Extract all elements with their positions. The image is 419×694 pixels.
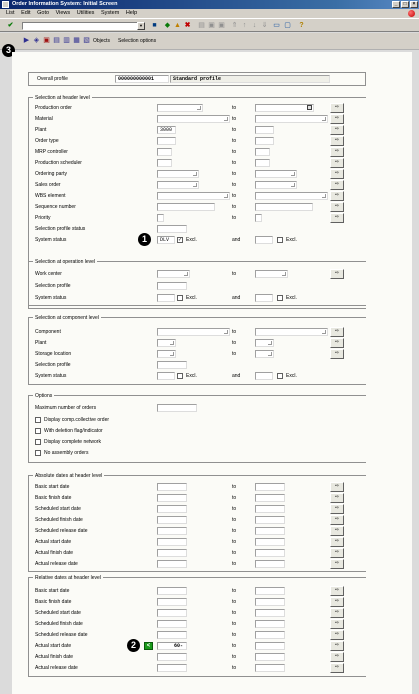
- ordering-party-from[interactable]: [157, 170, 199, 178]
- to-label: to: [232, 561, 237, 567]
- abs-actual-finish-to[interactable]: [255, 549, 285, 557]
- to-label: to: [232, 539, 237, 545]
- absolute-dates-group: [28, 475, 366, 572]
- multiple-selection-button[interactable]: ⇨: [330, 559, 344, 569]
- rel-basic-start-from[interactable]: [157, 587, 187, 595]
- system-status-from[interactable]: DLV: [157, 236, 175, 244]
- wbs-element-label: WBS element: [35, 193, 66, 199]
- op-selection-profile-field[interactable]: [157, 282, 187, 290]
- ordering-party-to[interactable]: [255, 170, 297, 178]
- command-field[interactable]: [22, 22, 145, 30]
- material-to[interactable]: [255, 115, 328, 123]
- multiple-selection-button[interactable]: ⇨: [330, 125, 344, 135]
- to-label: to: [232, 550, 237, 556]
- multiple-selection-button[interactable]: ⇨: [330, 548, 344, 558]
- rel-actual-start-from[interactable]: 60-: [157, 642, 187, 650]
- to-label: to: [232, 484, 237, 490]
- excl-label: Excl.: [186, 373, 197, 379]
- system-status-excl2-checkbox[interactable]: [277, 237, 283, 243]
- sales-order-from[interactable]: [157, 181, 199, 189]
- operation-level-title: Selection at operation level: [35, 259, 96, 265]
- work-center-to[interactable]: [255, 270, 288, 278]
- options-group: [28, 395, 366, 463]
- to-label: to: [232, 351, 237, 357]
- operation-level-group: [28, 261, 366, 306]
- comp-selection-profile-label: Selection profile: [35, 362, 71, 368]
- multiple-selection-button[interactable]: ⇨: [330, 147, 344, 157]
- to-label: to: [232, 171, 237, 177]
- menu-views[interactable]: Views: [55, 10, 71, 16]
- enter-check-icon[interactable]: ✔: [7, 22, 14, 29]
- abs-sched-release-label: Scheduled release date: [35, 528, 88, 534]
- overall-profile-name: Standard profile: [170, 75, 330, 83]
- menu-goto[interactable]: Goto: [37, 10, 50, 16]
- to-label: to: [232, 340, 237, 346]
- multiple-selection-button[interactable]: ⇨: [330, 213, 344, 223]
- component-level-group: [28, 317, 366, 385]
- overall-profile-code[interactable]: 000000000001: [115, 75, 169, 83]
- to-label: to: [232, 160, 237, 166]
- multiple-selection-button[interactable]: ⇨: [330, 597, 344, 607]
- abs-basic-finish-to[interactable]: [255, 494, 285, 502]
- multiple-selection-button[interactable]: ⇨: [330, 169, 344, 179]
- sign-toggle-icon[interactable]: <: [144, 642, 153, 650]
- multiple-selection-button[interactable]: ⇨: [330, 349, 344, 359]
- mrp-controller-to[interactable]: [255, 148, 270, 156]
- find-next-icon[interactable]: ▣: [218, 22, 225, 29]
- multiple-selection-button[interactable]: ⇨: [330, 630, 344, 640]
- find-icon[interactable]: ▣: [208, 22, 215, 29]
- multiple-selection-button[interactable]: ⇨: [330, 537, 344, 547]
- multiple-selection-button[interactable]: ⇨: [330, 515, 344, 525]
- menu-bar: [0, 9, 419, 18]
- app-icon: [2, 1, 9, 8]
- multiple-selection-button[interactable]: ⇨: [330, 641, 344, 651]
- rel-actual-release-label: Actual release date: [35, 665, 78, 671]
- to-label: to: [232, 632, 237, 638]
- wbs-element-to[interactable]: [255, 192, 328, 200]
- rel-sched-start-to[interactable]: [255, 609, 285, 617]
- component-to[interactable]: [255, 328, 328, 336]
- maximize-button[interactable]: □: [401, 1, 409, 8]
- abs-sched-release-to[interactable]: [255, 527, 285, 535]
- abs-basic-start-label: Basic start date: [35, 484, 70, 490]
- and-label: and: [232, 373, 241, 379]
- to-label: to: [232, 495, 237, 501]
- to-label: to: [232, 193, 237, 199]
- to-label: to: [232, 528, 237, 534]
- next-page-icon[interactable]: ↓: [252, 22, 257, 29]
- abs-basic-finish-from[interactable]: [157, 494, 187, 502]
- save-icon[interactable]: ■: [152, 22, 157, 29]
- rel-basic-finish-from[interactable]: [157, 598, 187, 606]
- op-system-status-from[interactable]: [157, 294, 175, 302]
- excl-label: Excl.: [286, 295, 297, 301]
- header-level-title: Selection at header level: [35, 95, 90, 101]
- to-label: to: [232, 329, 237, 335]
- sales-order-label: Sales order: [35, 182, 61, 188]
- ordering-party-label: Ordering party: [35, 171, 67, 177]
- window-title-bar: [0, 0, 419, 9]
- abs-actual-start-label: Actual start date: [35, 539, 72, 545]
- no-assembly-orders-checkbox[interactable]: [35, 450, 41, 456]
- menu-system[interactable]: System: [100, 10, 120, 16]
- objects-button[interactable]: Objects: [93, 38, 110, 44]
- exit-icon[interactable]: ▲: [174, 22, 181, 29]
- abs-actual-start-from[interactable]: [157, 538, 187, 546]
- rel-sched-release-to[interactable]: [255, 631, 285, 639]
- multiple-selection-button[interactable]: ⇨: [330, 180, 344, 190]
- to-label: to: [232, 588, 237, 594]
- comp-excl2-checkbox[interactable]: [277, 373, 283, 379]
- abs-actual-release-from[interactable]: [157, 560, 187, 568]
- command-dropdown-icon[interactable]: ▼: [137, 22, 145, 30]
- to-label: to: [232, 610, 237, 616]
- execute-icon[interactable]: ▶: [23, 37, 30, 44]
- multiple-selection-button[interactable]: ⇨: [330, 136, 344, 146]
- delete-icon[interactable]: ▣: [43, 37, 50, 44]
- abs-sched-finish-label: Scheduled finish date: [35, 517, 83, 523]
- multiple-selection-button[interactable]: ⇨: [330, 586, 344, 596]
- rel-sched-finish-label: Scheduled finish date: [35, 621, 83, 627]
- multiple-selection-button[interactable]: ⇨: [330, 103, 344, 113]
- excl-label: Excl.: [186, 237, 197, 243]
- abs-sched-start-from[interactable]: [157, 505, 187, 513]
- settings-icon[interactable]: ▦: [73, 37, 80, 44]
- multiple-selection-button[interactable]: ⇨: [330, 608, 344, 618]
- sequence-number-label: Sequence number: [35, 204, 76, 210]
- abs-sched-start-label: Scheduled start date: [35, 506, 81, 512]
- objects-icon[interactable]: ▧: [83, 37, 90, 44]
- abs-actual-start-to[interactable]: [255, 538, 285, 546]
- multiple-selection-button[interactable]: ⇨: [330, 327, 344, 337]
- to-label: to: [232, 506, 237, 512]
- storage-location-to[interactable]: [255, 350, 274, 358]
- multiple-selection-button[interactable]: ⇨: [330, 493, 344, 503]
- overall-profile-label: Overall profile: [37, 76, 68, 82]
- component-label: Component: [35, 329, 61, 335]
- comp-plant-to[interactable]: [255, 339, 274, 347]
- rel-sched-finish-from[interactable]: [157, 620, 187, 628]
- abs-sched-finish-from[interactable]: [157, 516, 187, 524]
- f4-help-icon[interactable]: [307, 105, 312, 110]
- production-order-from[interactable]: [157, 104, 203, 112]
- rel-sched-start-from[interactable]: [157, 609, 187, 617]
- comp-system-status-from[interactable]: [157, 372, 175, 380]
- to-label: to: [232, 599, 237, 605]
- rel-actual-finish-label: Actual finish date: [35, 654, 74, 660]
- deletion-flag-checkbox[interactable]: [35, 428, 41, 434]
- op-system-status-to[interactable]: [255, 294, 273, 302]
- rel-sched-release-from[interactable]: [157, 631, 187, 639]
- comp-plant-from[interactable]: [157, 339, 176, 347]
- plant-label: Plant: [35, 127, 47, 133]
- excl-label: Excl.: [186, 295, 197, 301]
- rel-actual-finish-from[interactable]: [157, 653, 187, 661]
- selection-options-button[interactable]: Selection options: [118, 38, 157, 44]
- shortcut-icon[interactable]: ▢: [284, 22, 291, 29]
- abs-actual-release-to[interactable]: [255, 560, 285, 568]
- plant-to[interactable]: [255, 126, 274, 134]
- to-label: to: [232, 654, 237, 660]
- rel-actual-start-label: Actual start date: [35, 643, 72, 649]
- excl-label: Excl.: [286, 373, 297, 379]
- callout-badge-1: 1: [138, 233, 151, 246]
- production-order-to[interactable]: [255, 104, 314, 112]
- selection-screen: [12, 52, 412, 694]
- storage-location-from[interactable]: [157, 350, 176, 358]
- selection-profile-status-label: Selection profile status: [35, 226, 86, 232]
- back-icon[interactable]: ◆: [164, 22, 171, 29]
- to-label: to: [232, 182, 237, 188]
- op-system-status-label: System status: [35, 295, 67, 301]
- application-toolbar: [0, 33, 419, 50]
- callout-badge-2: 2: [127, 639, 140, 652]
- abs-actual-finish-label: Actual finish date: [35, 550, 74, 556]
- production-scheduler-to[interactable]: [255, 159, 270, 167]
- to-label: to: [232, 665, 237, 671]
- rel-actual-release-from[interactable]: [157, 664, 187, 672]
- comp-system-status-label: System status: [35, 373, 67, 379]
- to-label: to: [232, 204, 237, 210]
- relative-dates-title: Relative dates at header level: [35, 575, 101, 581]
- rel-sched-finish-to[interactable]: [255, 620, 285, 628]
- rel-actual-release-to[interactable]: [255, 664, 285, 672]
- work-center-from[interactable]: [157, 270, 190, 278]
- multiple-selection-button[interactable]: ⇨: [330, 526, 344, 536]
- display-complete-network-checkbox[interactable]: [35, 439, 41, 445]
- list-icon[interactable]: ▥: [63, 37, 70, 44]
- production-scheduler-from[interactable]: [157, 159, 172, 167]
- last-page-icon[interactable]: ⇓: [261, 22, 268, 29]
- op-excl2-checkbox[interactable]: [277, 295, 283, 301]
- plant-from[interactable]: 3000: [157, 126, 176, 134]
- menu-edit[interactable]: Edit: [21, 10, 31, 16]
- multiple-selection-button[interactable]: ⇨: [330, 504, 344, 514]
- window-title: Order Information System: Initial Screen: [12, 1, 118, 7]
- rel-basic-finish-to[interactable]: [255, 598, 285, 606]
- comp-excl-checkbox[interactable]: [177, 373, 183, 379]
- to-label: to: [232, 215, 237, 221]
- storage-location-label: Storage location: [35, 351, 72, 357]
- comp-plant-label: Plant: [35, 340, 47, 346]
- order-type-label: Order type: [35, 138, 59, 144]
- to-label: to: [232, 127, 237, 133]
- wbs-element-from[interactable]: [157, 192, 230, 200]
- priority-to[interactable]: [255, 214, 262, 222]
- menu-list[interactable]: List: [6, 10, 15, 16]
- mrp-controller-label: MRP controller: [35, 149, 68, 155]
- rel-sched-release-label: Scheduled release date: [35, 632, 88, 638]
- priority-label: Priority: [35, 215, 51, 221]
- to-label: to: [232, 621, 237, 627]
- rel-basic-finish-label: Basic finish date: [35, 599, 72, 605]
- order-type-to[interactable]: [255, 137, 274, 145]
- display-comp-collective-label: Display comp.collective order: [44, 417, 110, 423]
- mrp-controller-from[interactable]: [157, 148, 172, 156]
- menu-help[interactable]: Help: [125, 10, 138, 16]
- multiple-selection-button[interactable]: ⇨: [330, 158, 344, 168]
- no-assembly-orders-label: No assembly orders: [44, 450, 89, 456]
- system-status-excl-checkbox[interactable]: ✓: [178, 237, 183, 243]
- sap-globe-icon: [408, 10, 415, 17]
- callout-badge-3: 3: [2, 44, 15, 57]
- abs-sched-finish-to[interactable]: [255, 516, 285, 524]
- rel-basic-start-label: Basic start date: [35, 588, 70, 594]
- standard-toolbar: [0, 18, 419, 32]
- material-from[interactable]: [157, 115, 230, 123]
- sales-order-to[interactable]: [255, 181, 297, 189]
- rel-sched-start-label: Scheduled start date: [35, 610, 81, 616]
- close-button[interactable]: ×: [410, 1, 418, 8]
- to-label: to: [232, 116, 237, 122]
- rel-actual-finish-to[interactable]: [255, 653, 285, 661]
- abs-basic-start-from[interactable]: [157, 483, 187, 491]
- profile-frame: [28, 72, 366, 86]
- create-session-icon[interactable]: ▭: [273, 22, 280, 29]
- op-selection-profile-label: Selection profile: [35, 283, 71, 289]
- display-complete-network-label: Display complete network: [44, 439, 101, 445]
- multiple-selection-button[interactable]: ⇨: [330, 202, 344, 212]
- comp-selection-profile-field[interactable]: [157, 361, 187, 369]
- max-orders-field[interactable]: [157, 404, 197, 412]
- document-icon[interactable]: ▤: [53, 37, 60, 44]
- production-order-label: Production order: [35, 105, 72, 111]
- sequence-number-to[interactable]: [255, 203, 313, 211]
- to-label: to: [232, 643, 237, 649]
- and-label: and: [232, 237, 241, 243]
- priority-from[interactable]: [157, 214, 164, 222]
- system-status-label: System status: [35, 237, 67, 243]
- to-label: to: [232, 138, 237, 144]
- selection-profile-status-field[interactable]: [157, 225, 187, 233]
- order-type-from[interactable]: [157, 137, 176, 145]
- rel-basic-start-to[interactable]: [255, 587, 285, 595]
- multiple-selection-button[interactable]: ⇨: [330, 652, 344, 662]
- help-icon[interactable]: ?: [299, 22, 304, 29]
- cancel-icon[interactable]: ✖: [184, 22, 191, 29]
- abs-sched-start-to[interactable]: [255, 505, 285, 513]
- component-level-title: Selection at component level: [35, 315, 99, 321]
- options-title: Options: [35, 393, 53, 399]
- to-label: to: [232, 517, 237, 523]
- work-center-label: Work center: [35, 271, 62, 277]
- to-label: to: [232, 105, 237, 111]
- sequence-number-from[interactable]: [157, 203, 215, 211]
- comp-system-status-to[interactable]: [255, 372, 273, 380]
- rel-actual-start-to[interactable]: [255, 642, 285, 650]
- abs-actual-release-label: Actual release date: [35, 561, 78, 567]
- absolute-dates-title: Absolute dates at header level: [35, 473, 103, 479]
- multiple-selection-button[interactable]: ⇨: [330, 269, 344, 279]
- multiple-selection-button[interactable]: ⇨: [330, 191, 344, 201]
- multiple-selection-button[interactable]: ⇨: [330, 338, 344, 348]
- multiple-selection-button[interactable]: ⇨: [330, 663, 344, 673]
- max-orders-label: Maximum number of orders: [35, 405, 97, 411]
- and-label: and: [232, 295, 241, 301]
- production-scheduler-label: Production scheduler: [35, 160, 82, 166]
- multiple-selection-button[interactable]: ⇨: [330, 114, 344, 124]
- multiple-selection-button[interactable]: ⇨: [330, 482, 344, 492]
- abs-basic-start-to[interactable]: [255, 483, 285, 491]
- relative-dates-group: [28, 577, 366, 677]
- get-variant-icon[interactable]: ◈: [33, 37, 40, 44]
- abs-sched-release-from[interactable]: [157, 527, 187, 535]
- material-label: Material: [35, 116, 53, 122]
- menu-utilities[interactable]: Utilities: [76, 10, 95, 16]
- first-page-icon[interactable]: ⇑: [231, 22, 238, 29]
- previous-page-icon[interactable]: ↑: [242, 22, 247, 29]
- to-label: to: [232, 271, 237, 277]
- component-from[interactable]: [157, 328, 230, 336]
- excl-label: Excl.: [286, 237, 297, 243]
- op-excl-checkbox[interactable]: [177, 295, 183, 301]
- system-status-to[interactable]: [255, 236, 273, 244]
- abs-actual-finish-from[interactable]: [157, 549, 187, 557]
- to-label: to: [232, 149, 237, 155]
- display-comp-collective-checkbox[interactable]: [35, 417, 41, 423]
- print-icon[interactable]: ▤: [198, 22, 205, 29]
- multiple-selection-button[interactable]: ⇨: [330, 619, 344, 629]
- abs-basic-finish-label: Basic finish date: [35, 495, 72, 501]
- deletion-flag-label: With deletion flag/indicator: [44, 428, 103, 434]
- minimize-button[interactable]: _: [392, 1, 400, 8]
